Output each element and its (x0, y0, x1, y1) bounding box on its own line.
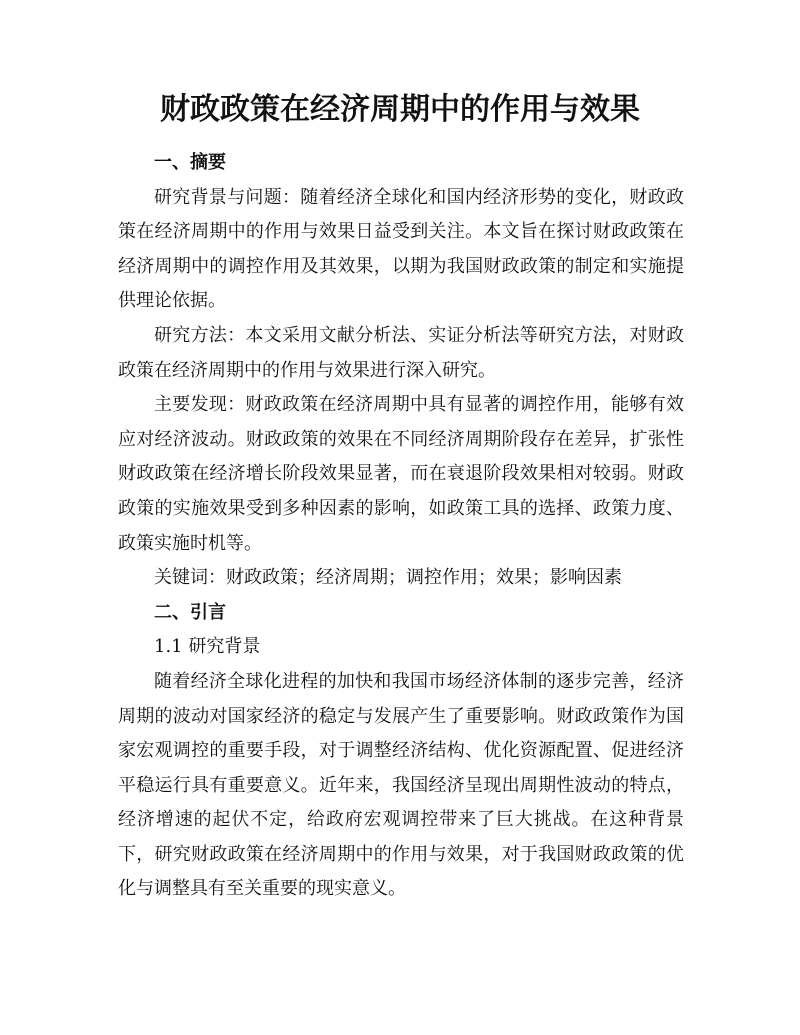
document-body (118, 146, 684, 907)
abstract-background-paragraph: 研究背景与问题：随着经济全球化和国内经济形势的变化，财政政策在经济周期中的作用与效果日益受到关注。本文旨在探讨财政政策在经济周期中的调控作用及其效果，以期为我国财政政策的制定和实施提供理论依据。 (118, 186, 684, 312)
abstract-heading: 一、摘要 (154, 152, 226, 173)
intro-background-paragraph: 随着经济全球化进程的加快和我国市场经济体制的逐步完善，经济周期的波动对国家经济的稳定与发展产生了重要影响。财政政策作为国家宏观调控的重要手段，对于调整经济结构、优化资源配置、促进经济平稳运行具有重要意义。近年来，我国经济呈现出周期性波动的特点，经济增速的起伏不定，给政府宏观调控带来了巨大挑战。在这种背景下，研究财政政策在经济周期中的作用与效果，对于我国财政政策的优化与调整具有至关重要的现实意义。 (118, 670, 684, 900)
abstract-method-paragraph: 研究方法：本文采用文献分析法、实证分析法等研究方法，对财政政策在经济周期中的作用与效果进行深入研究。 (118, 324, 684, 381)
document-title: 财政政策在经济周期中的作用与效果 (160, 92, 640, 127)
keywords-line: 关键词：财政政策；经济周期；调控作用；效果；影响因素 (154, 567, 622, 589)
intro-heading: 二、引言 (154, 601, 226, 623)
abstract-findings-paragraph: 主要发现：财政政策在经济周期中具有显著的调控作用，能够有效应对经济波动。财政政策的效果在不同经济周期阶段存在差异，扩张性财政政策在经济增长阶段效果显著，而在衰退阶段效果相对较弱。财政政策的实施效果受到多种因素的影响，如政策工具的选择、政策力度、政策实施时机等。 (118, 394, 684, 554)
intro-subheading-research-background: 1.1 研究背景 (154, 636, 261, 658)
